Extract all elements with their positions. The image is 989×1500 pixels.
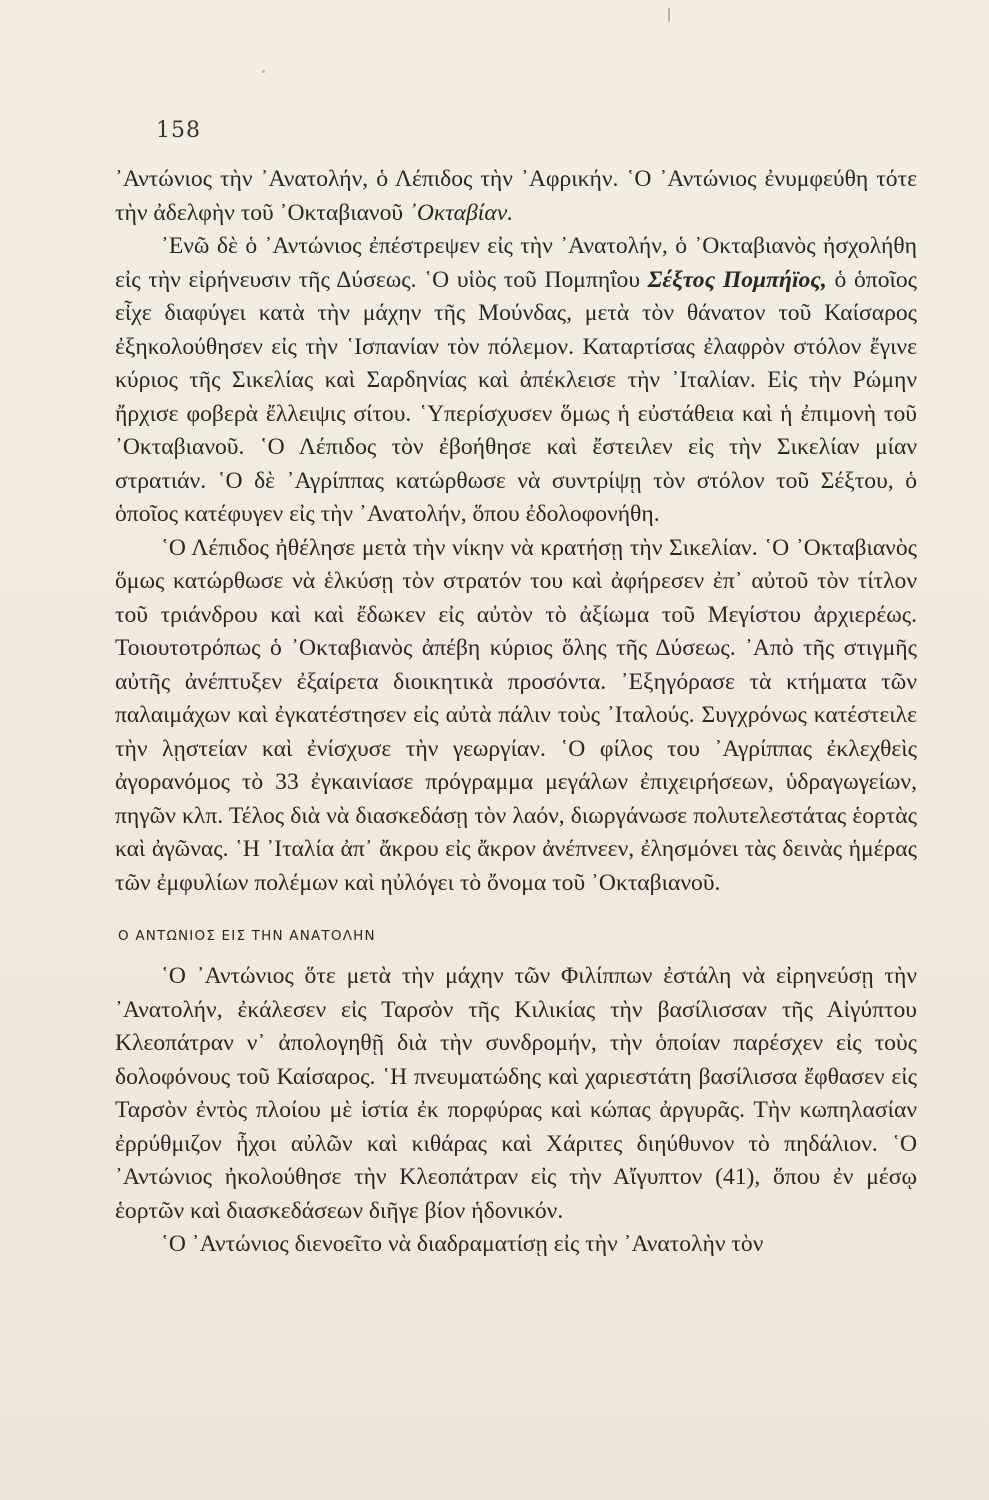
body-text-continued xyxy=(115,960,917,1262)
paragraph: ῾Ο ᾿Αντώνιος ὅτε μετὰ τὴν μάχην τῶν Φιλίππων ἐστάλη νὰ εἰρηνεύσῃ τὴν ᾿Ανατολήν, ἐκάλεσεν εἰς Ταρσὸν τῆς Κιλικίας τὴν βασίλισσαν τῆς Αἰγύπτου Κλεοπάτραν ν᾿ ἀπολογηθῇ διὰ τὴν συνδρομήν, τὴν ὁποίαν παρέσχεν εἰς τοὺς δολοφόνους τοῦ Καίσαρος. ῾Η πνευματώδης καὶ χαριεστάτη βασίλισσα ἔφθασεν εἰς Ταρσὸν ἐντὸς πλοίου μὲ ἱστία ἐκ πορφύρας καὶ κώπας ἀργυρᾶς. Τὴν κωπηλασίαν ἐρρύθμιζον ἦχοι αὐλῶν καὶ κιθάρας καὶ Χάριτες διηύθυνον τὸ πηδάλιον. ῾Ο ᾿Αντώνιος ἠκολούθησε τὴν Κλεοπάτραν εἰς τὴν Αἴγυπτον (41), ὅπου ἐν μέσῳ ἑορτῶν καὶ διασκεδάσεων διῆγε βίον ἡδονικόν. xyxy=(115,963,917,1224)
paragraph: ᾿Ενῶ δὲ ὁ ᾿Αντώνιος ἐπέστρεψεν εἰς τὴν ᾿Ανατολήν, ὁ ᾿Οκταβιανὸς ἠσχολήθη εἰς τὴν εἰρήνευσιν τῆς Δύσεως. ῾Ο υἱὸς τοῦ Πομπηΐου Σέξτος Πομπήϊος, ὁ ὁποῖος εἶχε διαφύγει κατὰ τὴν μάχην τῆς Μούνδας, μετὰ τὸν θάνατον τοῦ Καίσαρος ἐξηκολούθησεν εἰς τὴν ῾Ισπανίαν τὸν πόλεμον. Καταρτίσας ἐλαφρὸν στόλον ἔγινε κύριος τῆς Σικελίας καὶ Σαρδηνίας καὶ ἀπέκλεισε τὴν ᾿Ιταλίαν. Εἰς τὴν Ρώμην ἤρχισε φοβερὰ ἔλλειψις σίτου. ῾Υπερίσχυσεν ὅμως ἡ εὐστάθεια καὶ ἡ ἐπιμονὴ τοῦ ᾿Οκταβιανοῦ. ῾Ο Λέπιδος τὸν ἐβοήθησε καὶ ἔστειλεν εἰς τὴν Σικελίαν μίαν στρατιάν. ῾Ο δὲ ᾿Αγρίππας κατώρθωσε νὰ συντρίψῃ τὸν στόλον τοῦ Σέξτου, ὁ ὁποῖος κατέφυγεν εἰς τὴν ᾿Ανατολήν, ὅπου ἐδολοφονήθη. xyxy=(115,233,917,527)
page-number: 158 xyxy=(156,118,201,143)
paragraph: ῾Ο ᾿Αντώνιος διενοεῖτο νὰ διαδραματίσῃ εἰς τὴν ᾿Ανατολὴν τὸν xyxy=(161,1231,764,1257)
section-heading: Ο ΑΝΤΩΝΙΟΣ ΕΙΣ ΤΗΝ ΑΝΑΤΟΛΗΝ xyxy=(118,928,376,944)
paragraph: ῾Ο Λέπιδος ἠθέλησε μετὰ τὴν νίκην νὰ κρατήσῃ τὴν Σικελίαν. ῾Ο ᾿Οκταβιανὸς ὅμως κατώρθωσε νὰ ἑλκύσῃ τὸν στρατόν του καὶ ἀφήρεσεν ἐπ᾿ αὐτοῦ τὸν τίτλον τοῦ τριάνδρου καὶ καὶ ἔδωκεν εἰς αὐτὸν τὸ ἀξίωμα τοῦ Μεγίστου ἀρχιερέως. Τοιουτοτρόπως ὁ ᾿Οκταβιανὸς ἀπέβη κύριος ὅλης τῆς Δύσεως. ᾿Απὸ τῆς στιγμῆς αὐτῆς ἀνέπτυξεν ἐξαίρετα διοικητικὰ προσόντα. ᾿Εξηγόρασε τὰ κτήματα τῶν παλαιμάχων καὶ ἐγκατέστησεν εἰς αὐτὰ πάλιν τοὺς ᾿Ιταλούς. Συγχρόνως κατέστειλε τὴν λῃστείαν καὶ ἐνίσχυσε τὴν γεωργίαν. ῾Ο φίλος του ᾿Αγρίππας ἐκλεχθεὶς ἀγορανόμος τὸ 33 ἐγκαινίασε πρόγραμμα μεγάλων ἐπιχειρήσεων, ὑδραγωγείων, πηγῶν κλπ. Τέλος διὰ νὰ διασκεδάσῃ τὸν λαόν, διωργάνωσε πολυτελεστάτας ἑορτὰς καὶ ἀγῶνας. ῾Η ᾿Ιταλία ἀπ᾿ ἄκρου εἰς ἄκρον ἀνέπνεεν, ἐλησμόνει τὰς δεινὰς ἡμέρας τῶν ἐμφυλίων πολέμων καὶ ηὐλόγει τὸ ὄνομα τοῦ ᾿Οκταβιανοῦ. xyxy=(115,534,917,896)
emphasized-name: Σέξτος Πομπήϊος, xyxy=(647,266,827,293)
emphasized-name: ᾿Οκταβίαν. xyxy=(408,199,514,226)
body-text xyxy=(115,163,917,900)
paper-fleck xyxy=(262,70,265,73)
paragraph: ᾿Αντώνιος τὴν ᾿Ανατολήν, ὁ Λέπιδος τὴν ᾿Αφρικήν. ῾Ο ᾿Αντώνιος ἐνυμφεύθη τότε τὴν ἀδελφὴν τοῦ ᾿Οκταβιανοῦ ᾿Οκταβίαν. xyxy=(115,166,917,226)
paper-mark xyxy=(668,8,670,22)
